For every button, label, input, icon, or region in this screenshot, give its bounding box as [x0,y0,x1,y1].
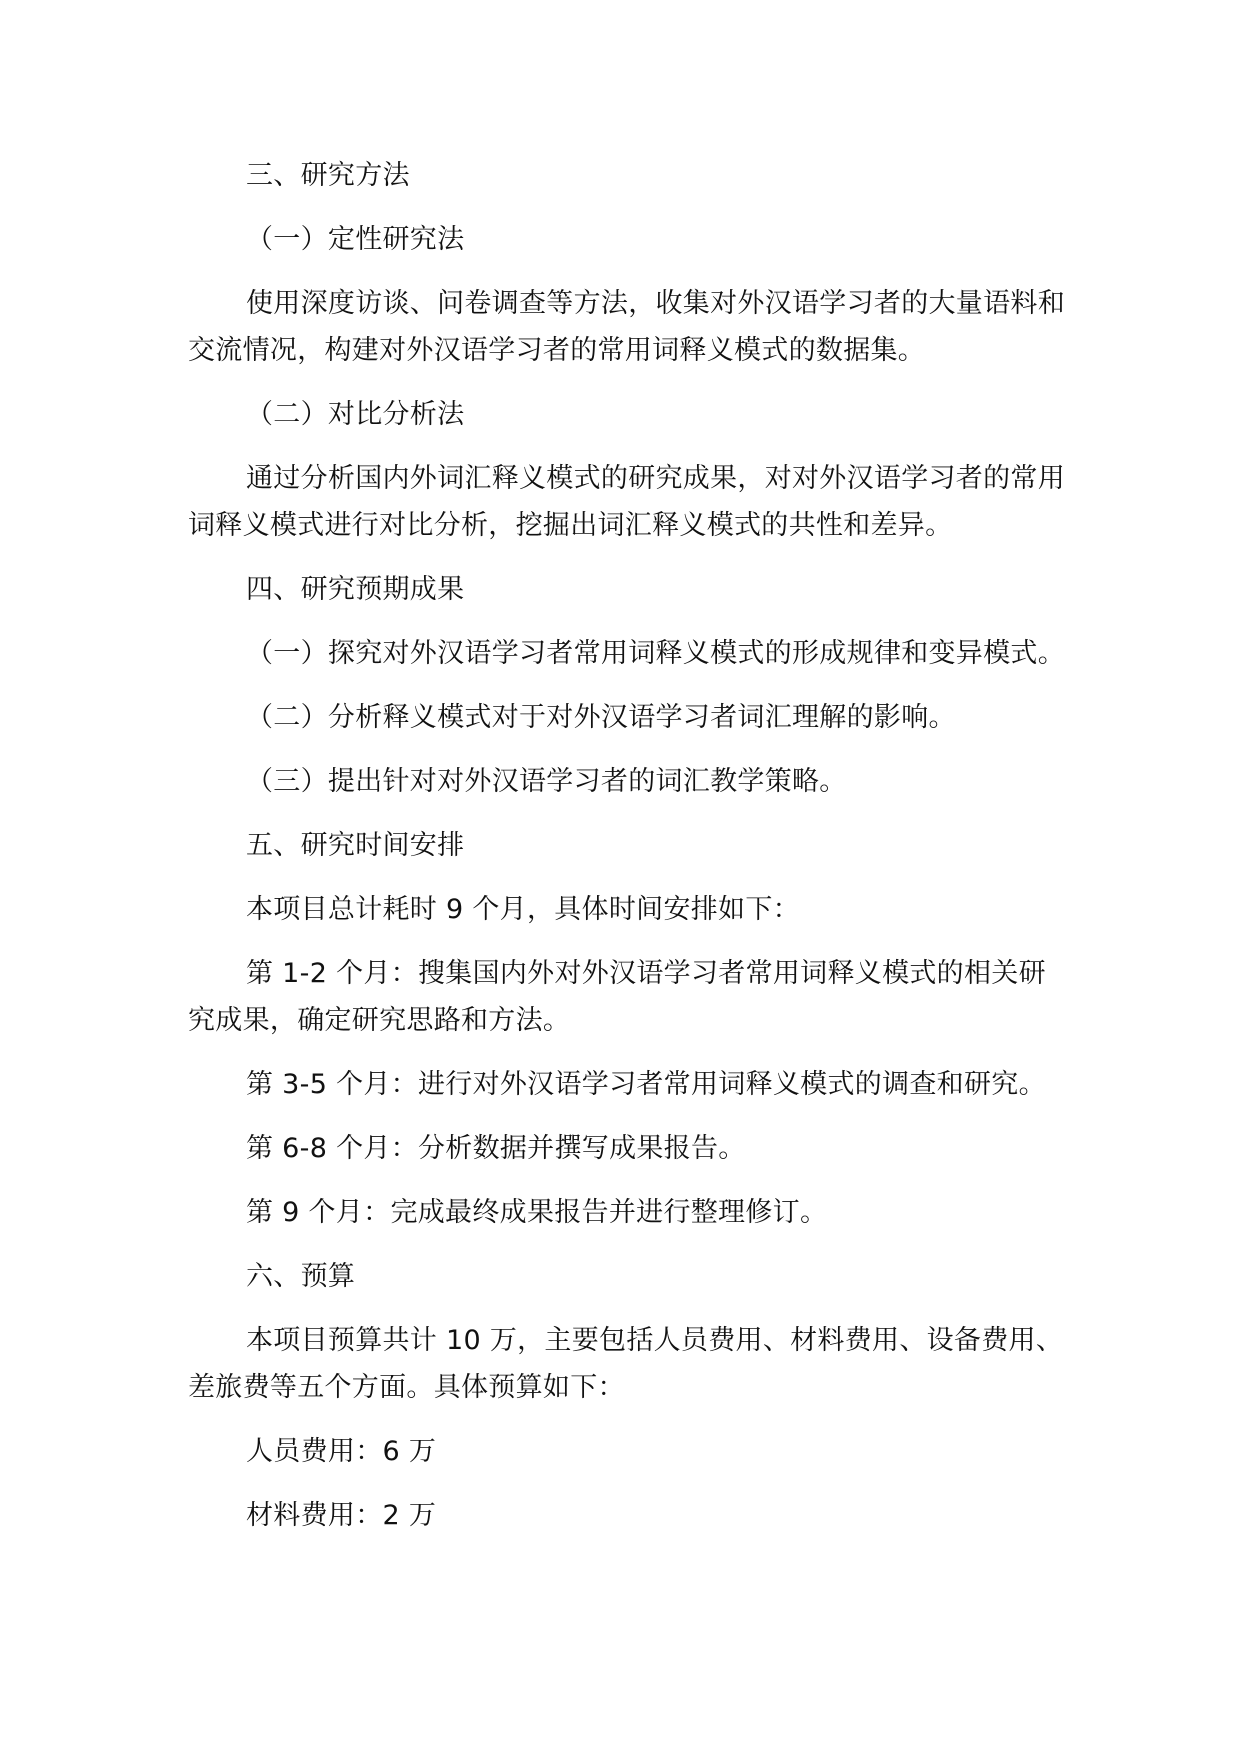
schedule-item-1: 第 1-2 个月：搜集国内外对外汉语学习者常用词释义模式的相关研究成果，确定研究思路和方法。 [188,958,1046,1036]
heading-expected-results: 四、研究预期成果 [246,574,465,605]
schedule-item-4: 第 9 个月：完成最终成果报告并进行整理修订。 [246,1197,828,1228]
paragraph-comparative-method: 通过分析国内外词汇释义模式的研究成果，对对外汉语学习者的常用词释义模式进行对比分析，挖掘出词汇释义模式的共性和差异。 [188,463,1065,541]
budget-item-materials: 材料费用：2 万 [246,1500,437,1531]
paragraph-schedule-intro: 本项目总计耗时 9 个月，具体时间安排如下： [246,894,800,925]
heading-budget: 六、预算 [246,1261,356,1292]
budget-item-personnel: 人员费用：6 万 [246,1436,437,1467]
expected-result-2: （二）分析释义模式对于对外汉语学习者词汇理解的影响。 [246,702,956,733]
paragraph-qualitative-method: 使用深度访谈、问卷调查等方法，收集对外汉语学习者的大量语料和交流情况，构建对外汉语学习者的常用词释义模式的数据集。 [188,288,1065,366]
subheading-qualitative-method: （一）定性研究法 [246,224,465,255]
subheading-comparative-method: （二）对比分析法 [246,399,465,430]
paragraph-budget-intro: 本项目预算共计 10 万，主要包括人员费用、材料费用、设备费用、差旅费等五个方面。具体预算如下： [188,1325,1064,1403]
expected-result-1: （一）探究对外汉语学习者常用词释义模式的形成规律和变异模式。 [246,638,1065,669]
schedule-item-3: 第 6-8 个月：分析数据并撰写成果报告。 [246,1133,746,1164]
schedule-item-2: 第 3-5 个月：进行对外汉语学习者常用词释义模式的调查和研究。 [246,1069,1046,1100]
expected-result-3: （三）提出针对对外汉语学习者的词汇教学策略。 [246,766,847,797]
heading-schedule: 五、研究时间安排 [246,830,465,861]
heading-research-methods: 三、研究方法 [246,160,410,191]
